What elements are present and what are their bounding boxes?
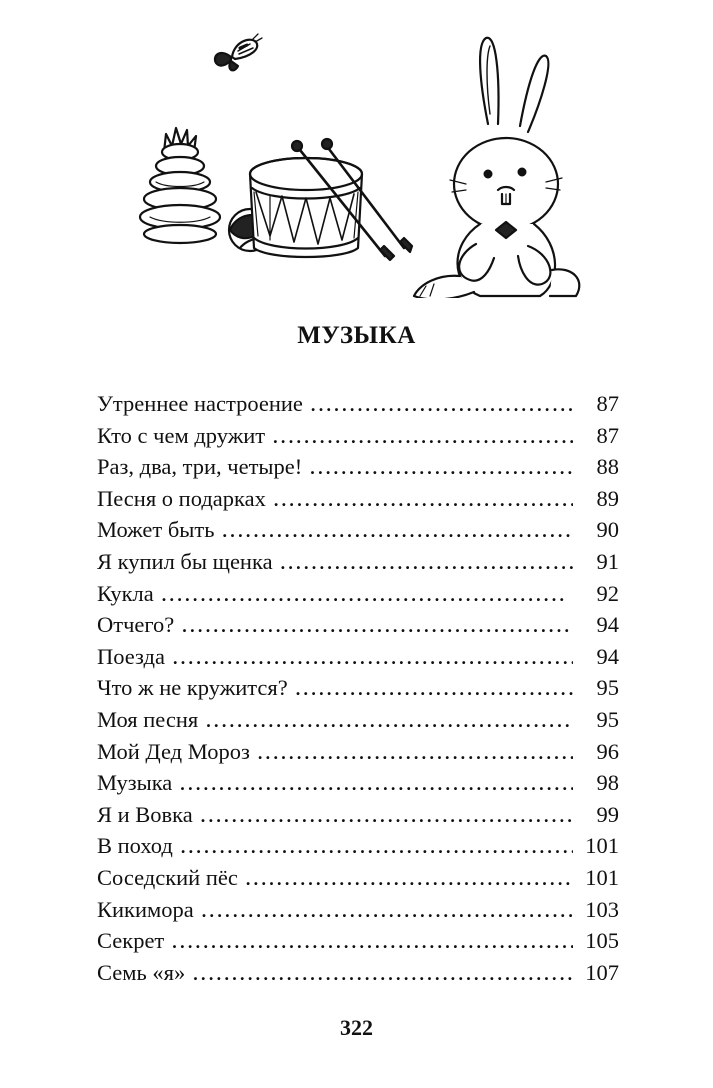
toc-entry-title: Поезда <box>97 643 165 669</box>
toc-entry[interactable] <box>97 514 619 546</box>
dot-leader <box>311 390 573 422</box>
toc-entry-title: Утреннее настроение <box>97 391 303 416</box>
toc-entry[interactable] <box>97 894 619 926</box>
toc-entry-title: Кукла <box>97 580 154 606</box>
toys-illustration <box>120 28 600 298</box>
toc-entry[interactable] <box>97 578 619 610</box>
toc-entry-title: Соседский пёс <box>97 864 238 890</box>
toc-entry-page: 101 <box>585 864 619 890</box>
section-title: МУЗЫКА <box>297 322 416 349</box>
toc-entry-title: Моя песня <box>97 706 199 732</box>
dot-leader <box>201 801 573 833</box>
toc-entry-page: 88 <box>596 454 619 480</box>
toc-entry-page: 92 <box>596 580 619 606</box>
toc-entry-title: Семь «я» <box>97 959 186 985</box>
toc-entry-page: 90 <box>596 517 619 543</box>
toc-entry-page: 95 <box>596 675 619 701</box>
toc-entry[interactable] <box>97 767 619 799</box>
toc-entry-title: Отчего? <box>97 612 175 638</box>
toc-entry[interactable] <box>97 546 619 578</box>
dot-leader <box>206 706 573 738</box>
toc-entry-page: 91 <box>596 548 619 574</box>
butterfly-icon <box>215 34 262 70</box>
toc-entry[interactable] <box>97 609 619 641</box>
dot-leader <box>223 516 574 548</box>
toc-entry-title: Я купил бы щенка <box>97 548 273 574</box>
toc-entry-title: Кикимора <box>97 896 194 922</box>
toc-entry[interactable] <box>97 736 619 768</box>
dot-leader <box>182 611 573 643</box>
toc-entry[interactable] <box>97 451 619 483</box>
toc-entry[interactable] <box>97 483 619 515</box>
toc-entry-page: 105 <box>585 928 619 954</box>
toc-entry-title: Мой Дед Мороз <box>97 738 250 764</box>
dot-leader <box>310 453 573 485</box>
toc-entry-title: Песня о подарках <box>97 485 266 511</box>
dot-leader <box>193 959 573 991</box>
toc-entry-page: 95 <box>596 706 619 732</box>
dot-leader <box>202 896 573 928</box>
toc-entry[interactable] <box>97 641 619 673</box>
toc-entry-page: 89 <box>596 485 619 511</box>
dot-leader <box>173 643 573 675</box>
toc-entry[interactable] <box>97 672 619 704</box>
toc-entry[interactable] <box>97 830 619 862</box>
toc-entry-title: Может быть <box>97 517 215 543</box>
ring-pyramid-icon <box>140 128 220 243</box>
toc-entry-page: 107 <box>585 959 619 985</box>
toc-entry-title: В поход <box>97 833 173 859</box>
toc-entry-page: 94 <box>596 643 619 669</box>
toc-entry-title: Я и Вовка <box>97 801 193 827</box>
table-of-contents <box>97 388 619 988</box>
toc-entry[interactable] <box>97 925 619 957</box>
toc-entry[interactable] <box>97 957 619 989</box>
toc-entry-page: 87 <box>596 422 619 448</box>
toc-entry[interactable] <box>97 420 619 452</box>
toc-entry-title: Кто с чем дружит <box>97 422 266 448</box>
toc-entry-page: 99 <box>596 801 619 827</box>
dot-leader <box>273 422 573 454</box>
toc-entry[interactable] <box>97 862 619 894</box>
dot-leader <box>162 580 573 612</box>
toc-entry[interactable] <box>97 388 619 420</box>
toc-entry[interactable] <box>97 799 619 831</box>
toc-entry-page: 94 <box>596 612 619 638</box>
toc-entry-title: Раз, два, три, четыре! <box>97 454 303 480</box>
toc-entry[interactable] <box>97 704 619 736</box>
dot-leader <box>281 548 573 580</box>
toc-entry-page: 101 <box>585 833 619 859</box>
toc-entry-page: 87 <box>596 391 619 416</box>
toc-entry-title: Музыка <box>97 770 173 796</box>
toc-entry-page: 96 <box>596 738 619 764</box>
toc-entry-page: 98 <box>596 770 619 796</box>
dot-leader <box>274 485 573 517</box>
toc-entry-page: 103 <box>585 896 619 922</box>
dot-leader <box>296 674 573 706</box>
dot-leader <box>181 832 573 864</box>
page-number: 322 <box>340 1015 373 1040</box>
dot-leader <box>246 864 573 896</box>
bunny-icon <box>414 38 579 298</box>
dot-leader <box>172 927 573 959</box>
toc-entry-title: Секрет <box>97 928 165 954</box>
dot-leader <box>258 738 573 770</box>
dot-leader <box>180 769 573 801</box>
toc-entry-title: Что ж не кружится? <box>97 675 288 701</box>
